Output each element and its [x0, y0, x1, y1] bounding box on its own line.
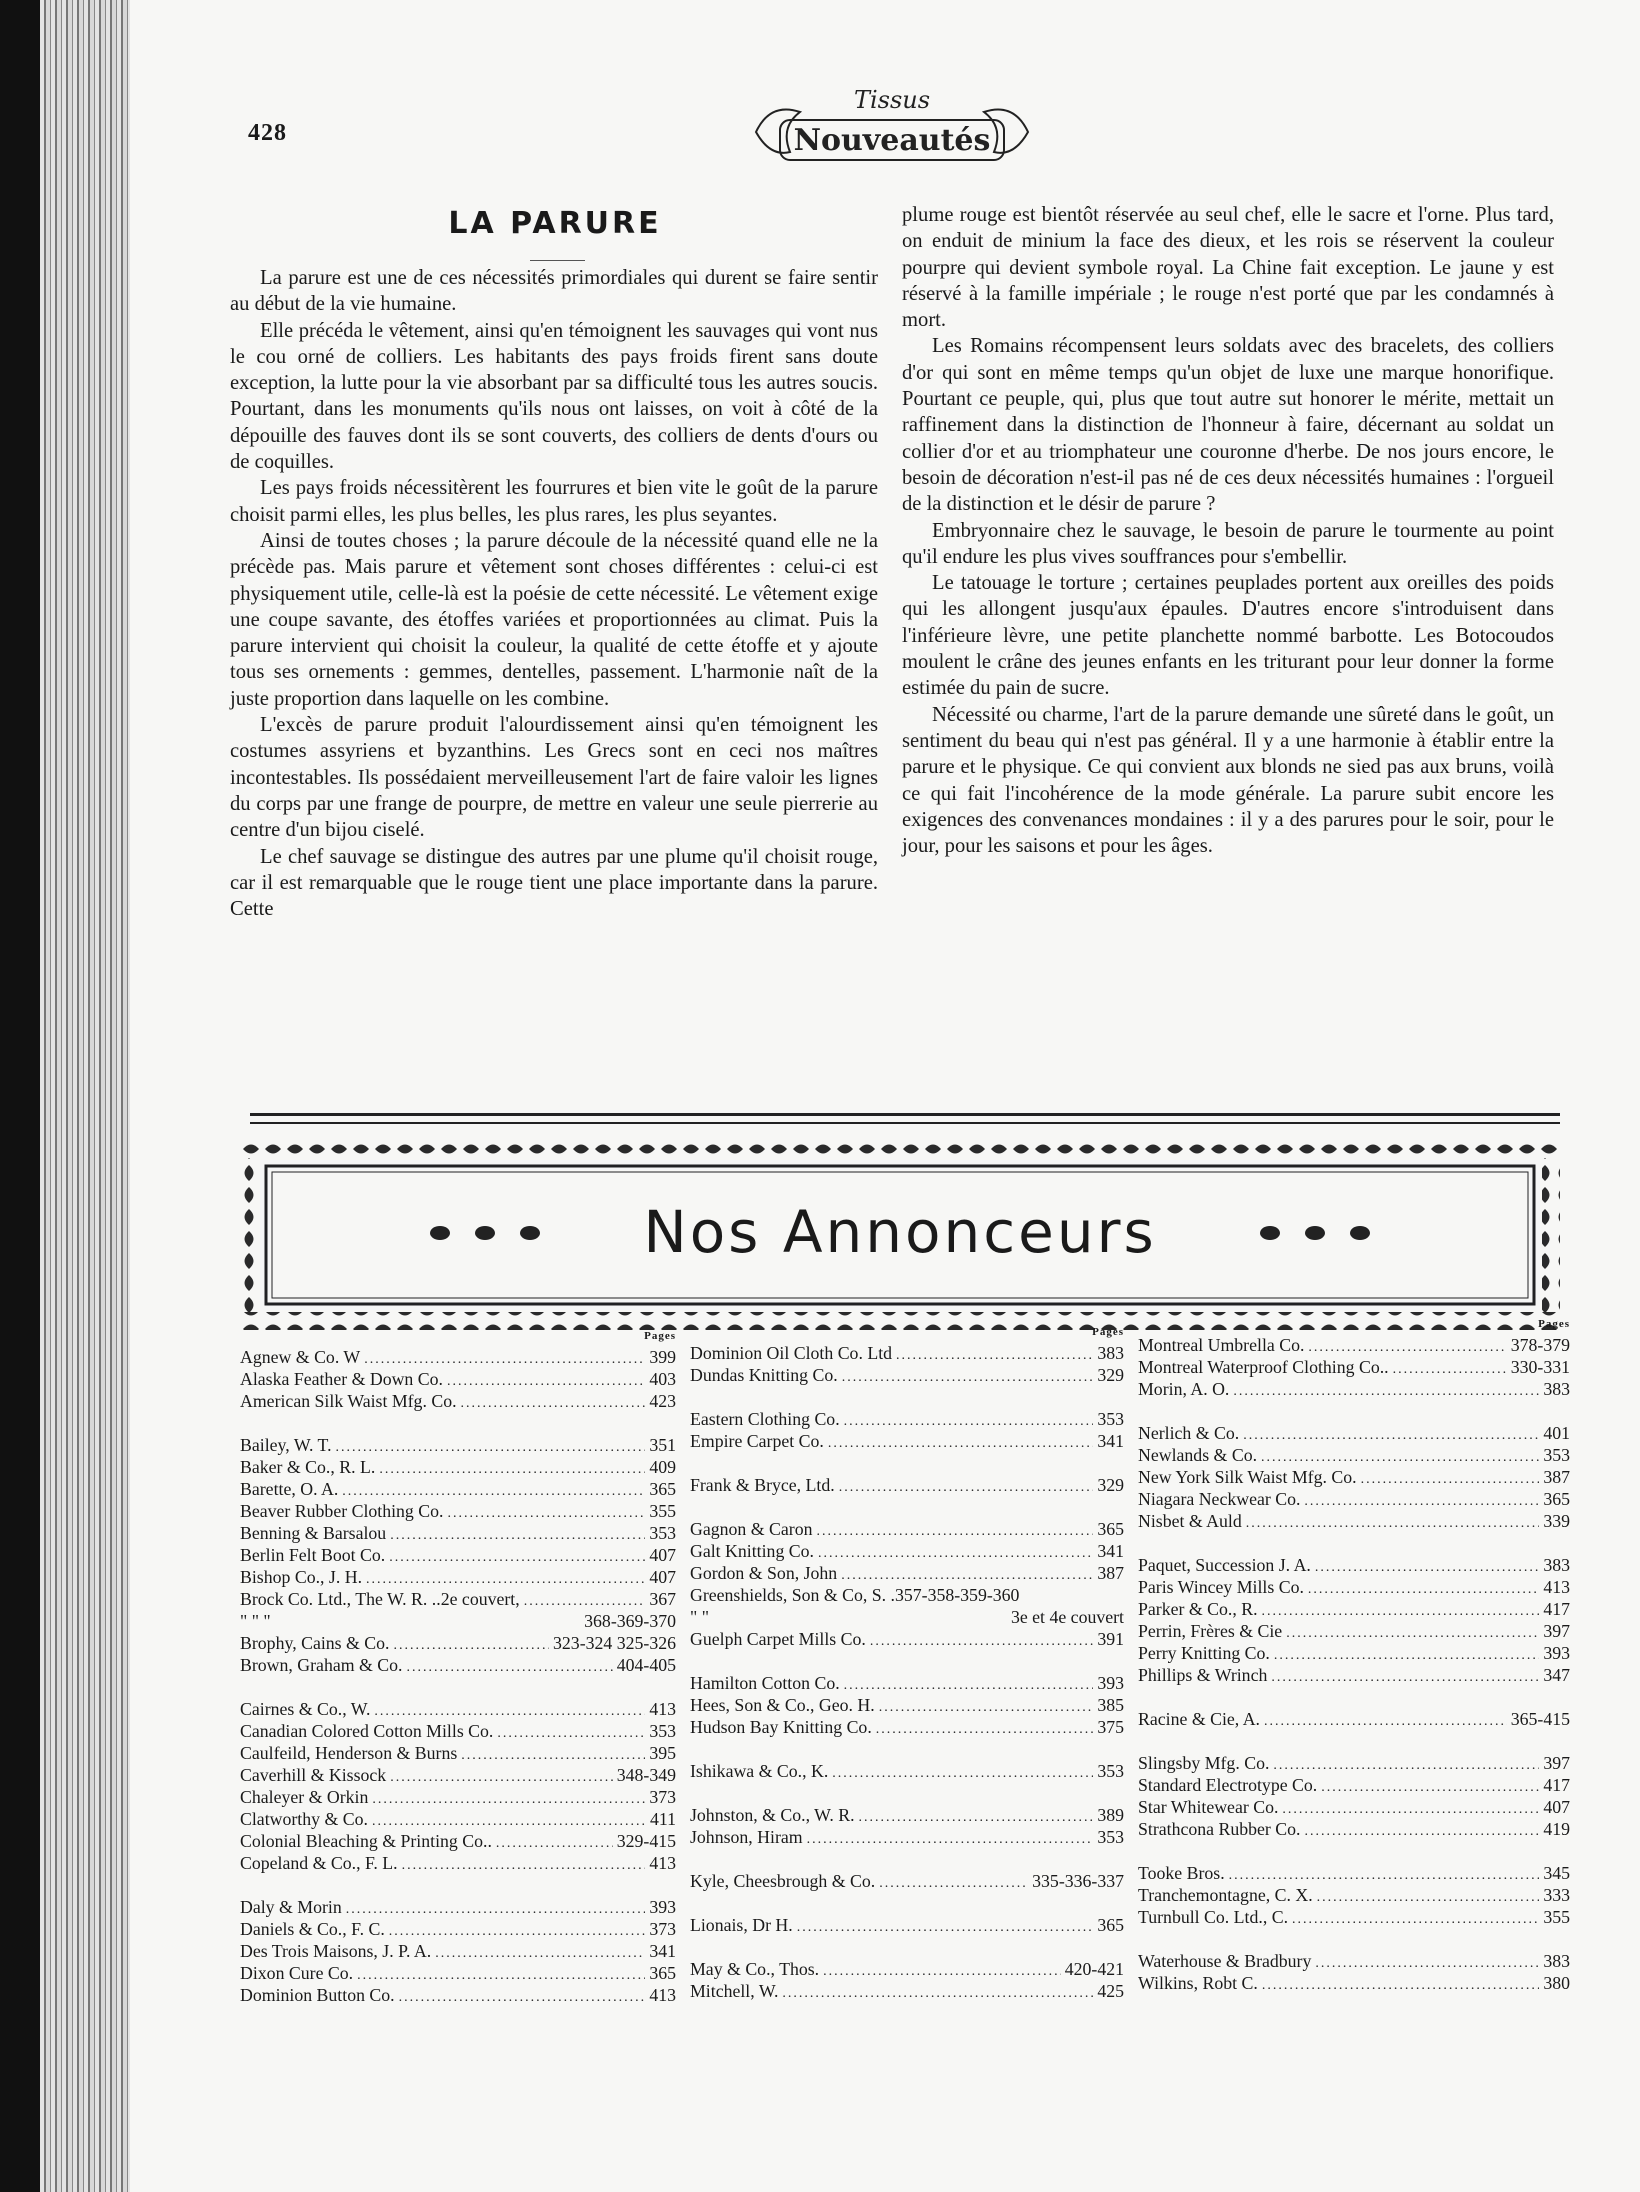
- advertiser-name: Johnston, & Co., W. R.: [690, 1805, 855, 1825]
- advertiser-page: 330-331: [1510, 1357, 1570, 1377]
- advertiser-entry: [690, 1694, 1124, 1716]
- advertiser-name: Niagara Neckwear Co.: [1138, 1489, 1301, 1509]
- advertiser-name: Tranchemontagne, C. X.: [1138, 1885, 1313, 1905]
- page-edges: [40, 0, 130, 2192]
- advertiser-page: 323-324 325-326: [553, 1633, 676, 1653]
- advertiser-name: Daniels & Co., F. C.: [240, 1919, 385, 1939]
- advertiser-page: 395: [649, 1743, 676, 1763]
- advertiser-page: 348-349: [616, 1765, 676, 1785]
- leader-dots: [828, 1430, 1094, 1455]
- advertiser-entry: [1138, 1774, 1570, 1796]
- advertiser-entry: [1138, 1950, 1570, 1972]
- advertiser-name: Slingsby Mfg. Co.: [1138, 1753, 1270, 1773]
- advertiser-name: Phillips & Wrinch: [1138, 1665, 1268, 1685]
- advertiser-name: Empire Carpet Co.: [690, 1431, 824, 1451]
- advertiser-name: Ishikawa & Co., K.: [690, 1761, 829, 1781]
- advertiser-name: American Silk Waist Mfg. Co.: [240, 1391, 457, 1411]
- advertiser-name: Greenshields, Son & Co, S. .357-358-359-360: [690, 1585, 1020, 1605]
- advertiser-entry: [1138, 1554, 1570, 1576]
- advertiser-page: 419: [1543, 1819, 1570, 1839]
- advertiser-entry: [240, 1764, 676, 1786]
- advertiser-page: 399: [649, 1347, 676, 1367]
- advertiser-page: 335-336-337: [1032, 1871, 1124, 1891]
- advertiser-name: Eastern Clothing Co.: [690, 1409, 840, 1429]
- advertiser-name: Paris Wincey Mills Co.: [1138, 1577, 1304, 1597]
- leader-dots: [461, 1390, 646, 1415]
- advertiser-entry: [1138, 1378, 1570, 1400]
- advertiser-entry: [240, 1786, 676, 1808]
- paragraph: Le tatouage le torture ; certaines peuplades portent aux oreilles des poids qui les allongent jusqu'aux épaules. D'autres encore s'introduisent dans l'inférieure lèvre, une petite planchette nommé barbotte. Les Botocoudos moulent le crâne des jeunes enfants en les triturant pour leur donner la forme estimée du pain de sucre.: [902, 572, 1554, 700]
- advertiser-name: Hees, Son & Co., Geo. H.: [690, 1695, 875, 1715]
- advertiser-entry: [240, 1918, 676, 1940]
- advertiser-entry: [240, 1456, 676, 1478]
- leader-dots: [1304, 1818, 1539, 1843]
- advertiser-page: 351: [649, 1435, 676, 1455]
- paragraph: Nécessité ou charme, l'art de la parure demande une sûreté dans le goût, un sentiment du beau qui n'est pas général. Il y a une harmonie à établir entre la parure et le physique. Ce qui convient aux blonds ne sied pas aux bruns, voilà ce qui fait l'incohérence de la mode générale. La parure subit encore les exigences des convenances mondaines : il y a des parures pour le soir, pour le jour, pour les saisons et pour les âges.: [902, 703, 1554, 858]
- advertiser-name: Standard Electrotype Co.: [1138, 1775, 1318, 1795]
- index-gap: [1138, 1532, 1570, 1554]
- advertiser-name: Morin, A. O.: [1138, 1379, 1230, 1399]
- leader-dots: [1246, 1510, 1540, 1535]
- advertiser-name: Parker & Co., R.: [1138, 1599, 1258, 1619]
- advertiser-entry: [240, 1654, 676, 1676]
- advertiser-page: 365: [1097, 1519, 1124, 1539]
- annonceurs-column-3: [1138, 1318, 1570, 1994]
- advertiser-entry: [690, 1672, 1124, 1694]
- advertiser-name: Dominion Button Co.: [240, 1985, 395, 2005]
- advertiser-entry: [240, 1346, 676, 1368]
- advertiser-page: 329-415: [616, 1831, 676, 1851]
- advertiser-name: Perrin, Frères & Cie: [1138, 1621, 1283, 1641]
- advertiser-entry: [690, 1474, 1124, 1496]
- advertiser-name: Dixon Cure Co.: [240, 1963, 354, 1983]
- index-gap: [1138, 1400, 1570, 1422]
- advertiser-name: Dundas Knitting Co.: [690, 1365, 838, 1385]
- advertiser-name: Tooke Bros.: [1138, 1863, 1225, 1883]
- advertiser-page: 3e et 4e couvert: [1010, 1607, 1124, 1627]
- advertiser-entry: [1138, 1576, 1570, 1598]
- advertiser-entry: [1138, 1818, 1570, 1840]
- advertiser-entry: [1138, 1334, 1570, 1356]
- paragraph: Embryonnaire chez le sauvage, le besoin de parure le tourmente au point qu'il endure les plus vives souffrances pour s'embellir.: [902, 519, 1554, 568]
- advertiser-entry: [1138, 1620, 1570, 1642]
- advertiser-page: 404-405: [616, 1655, 676, 1675]
- advertiser-name: " ": [690, 1607, 709, 1627]
- advertiser-name: Agnew & Co. W: [240, 1347, 361, 1367]
- book-spine-shadow: [0, 0, 40, 2192]
- advertiser-name: Gordon & Son, John: [690, 1563, 838, 1583]
- paragraph: Les Romains récompensent leurs soldats avec des bracelets, des colliers d'or qui sont en même temps qu'un objet de luxe une marque honorifique. Pourtant ce peuple, qui, plus que tout autre sut honorer le mérite, mettait un raffinement dans la distinction de l'honneur à faire, décernant au soldat un collier d'or et au triomphateur une couronne d'herbe. De nos jours encore, le besoin de décoration n'est-il pas né de ces deux nécessités humaines : l'orgueil de la distinction et le désir de parure ?: [902, 335, 1554, 516]
- advertiser-name: Star Whitewear Co.: [1138, 1797, 1279, 1817]
- advertiser-page: 347: [1543, 1665, 1570, 1685]
- advertiser-entry: [240, 1742, 676, 1764]
- advertiser-page: 393: [649, 1897, 676, 1917]
- advertiser-entry: [240, 1632, 676, 1654]
- advertiser-entry: [690, 1870, 1124, 1892]
- advertiser-entry: [1138, 1466, 1570, 1488]
- paragraph: Le chef sauvage se distingue des autres par une plume qu'il choisit rouge, car il est remarquable que le rouge tient une place importante dans la parure. Cette: [230, 845, 878, 921]
- advertiser-entry: [240, 1478, 676, 1500]
- advertiser-entry: [690, 1518, 1124, 1540]
- advertiser-page: 365: [649, 1963, 676, 1983]
- advertiser-page: 353: [649, 1523, 676, 1543]
- leader-dots: [1262, 1972, 1540, 1997]
- advertiser-entry: [690, 1958, 1124, 1980]
- advertiser-entry: [690, 1364, 1124, 1386]
- article-left-column: [230, 265, 878, 922]
- advertiser-entry: [1138, 1664, 1570, 1686]
- advertiser-page: 341: [1097, 1541, 1124, 1561]
- advertiser-name: Gagnon & Caron: [690, 1519, 813, 1539]
- advertiser-entry: [690, 1716, 1124, 1738]
- advertiser-name: Cairnes & Co., W.: [240, 1699, 371, 1719]
- pages-header: Pages: [1092, 1326, 1124, 1338]
- advertiser-entry: [240, 1610, 676, 1632]
- advertiser-page: 341: [1097, 1431, 1124, 1451]
- advertiser-entry: [690, 1914, 1124, 1936]
- advertiser-page: 355: [649, 1501, 676, 1521]
- advertiser-page: 333: [1543, 1885, 1570, 1905]
- advertiser-name: Copeland & Co., F. L.: [240, 1853, 398, 1873]
- advertiser-entry: [240, 1962, 676, 1984]
- leader-dots: [832, 1760, 1093, 1785]
- advertiser-page: 373: [649, 1787, 676, 1807]
- index-gap: [240, 1874, 676, 1896]
- advertiser-name: Caverhill & Kissock: [240, 1765, 387, 1785]
- advertiser-page: 413: [649, 1699, 676, 1719]
- advertiser-name: " " ": [240, 1611, 271, 1631]
- advertiser-page: 383: [1097, 1343, 1124, 1363]
- advertiser-name: Montreal Waterproof Clothing Co..: [1138, 1357, 1389, 1377]
- advertiser-page: 397: [1543, 1753, 1570, 1773]
- leader-dots: [842, 1364, 1094, 1389]
- advertiser-page: 355: [1543, 1907, 1570, 1927]
- advertiser-entry: [1138, 1752, 1570, 1774]
- advertiser-page: 329: [1097, 1475, 1124, 1495]
- advertiser-page: 368-369-370: [584, 1611, 676, 1631]
- advertiser-name: Brock Co. Ltd., The W. R. ..2e couvert,: [240, 1589, 520, 1609]
- advertiser-page: 380: [1543, 1973, 1570, 1993]
- paragraph: Elle précéda le vêtement, ainsi qu'en témoignent les sauvages qui vont nus le cou orné de colliers. Les habitants des pays froids firent sans doute exception, la lutte pour la vie absorbant par sa difficulté tous les autres soucis. Pourtant, dans les monuments qu'ils nous ont laisses, on voit à côté de la dépouille des fauves dont ils se sont couverts, des colliers de dents d'ours ou de coquilles.: [230, 319, 878, 474]
- advertiser-name: Waterhouse & Bradbury: [1138, 1951, 1312, 1971]
- advertiser-page: 353: [1097, 1761, 1124, 1781]
- index-gap: [690, 1892, 1124, 1914]
- advertiser-entry: [240, 1522, 676, 1544]
- advertiser-name: Barette, O. A.: [240, 1479, 339, 1499]
- advertiser-entry: [690, 1980, 1124, 2002]
- leader-dots: [839, 1474, 1094, 1499]
- advertiser-page: 409: [649, 1457, 676, 1477]
- advertiser-entry: [240, 1566, 676, 1588]
- advertiser-entry: [690, 1540, 1124, 1562]
- advertiser-name: Strathcona Rubber Co.: [1138, 1819, 1301, 1839]
- advertiser-page: 375: [1097, 1717, 1124, 1737]
- advertiser-name: Benning & Barsalou: [240, 1523, 387, 1543]
- masthead-line2: Nouveautés: [793, 123, 991, 158]
- advertiser-page: 420-421: [1064, 1959, 1124, 1979]
- advertiser-name: Beaver Rubber Clothing Co.: [240, 1501, 444, 1521]
- annonceurs-column-1: [240, 1330, 676, 2006]
- advertiser-entry: [690, 1562, 1124, 1584]
- article-right-column: [902, 202, 1554, 859]
- advertiser-entry: [1138, 1906, 1570, 1928]
- advertiser-name: Baker & Co., R. L.: [240, 1457, 376, 1477]
- advertiser-page: 407: [649, 1545, 676, 1565]
- advertiser-name: Turnbull Co. Ltd., C.: [1138, 1907, 1289, 1927]
- advertiser-entry: [690, 1804, 1124, 1826]
- advertiser-entry: [690, 1408, 1124, 1430]
- advertiser-entry: [1138, 1510, 1570, 1532]
- paragraph-continuation: plume rouge est bientôt réservée au seul chef, elle le sacre et l'orne. Plus tard, on enduit de minium la face des dieux, et les rois se réservent la couleur pourpre qui devient symbole royal. La Chine fait exception. Le jaune y est réservé à la famille impériale ; le rouge n'est porté que par les condamnés à mort.: [902, 204, 1554, 332]
- advertiser-name: Kyle, Cheesbrough & Co.: [690, 1871, 876, 1891]
- advertiser-entry: [1138, 1444, 1570, 1466]
- index-gap: [690, 1738, 1124, 1760]
- leader-dots: [876, 1716, 1094, 1741]
- advertiser-page: 403: [649, 1369, 676, 1389]
- advertiser-name: Des Trois Maisons, J. P. A.: [240, 1941, 432, 1961]
- advertiser-page: 413: [649, 1853, 676, 1873]
- advertiser-name: Hamilton Cotton Co.: [690, 1673, 840, 1693]
- advertiser-entry: [240, 1698, 676, 1720]
- advertiser-page: 417: [1543, 1775, 1570, 1795]
- advertiser-entry: [240, 1368, 676, 1390]
- index-gap: [1138, 1686, 1570, 1708]
- advertiser-page: 373: [649, 1919, 676, 1939]
- advertiser-entry: [240, 1500, 676, 1522]
- advertiser-name: Paquet, Succession J. A.: [1138, 1555, 1311, 1575]
- advertiser-page: 367: [649, 1589, 676, 1609]
- advertiser-page: 393: [1543, 1643, 1570, 1663]
- advertiser-page: 401: [1543, 1423, 1570, 1443]
- advertiser-name: Hudson Bay Knitting Co.: [690, 1717, 872, 1737]
- index-gap: [240, 1676, 676, 1698]
- advertiser-name: Racine & Cie, A.: [1138, 1709, 1260, 1729]
- advertiser-page: 383: [1543, 1951, 1570, 1971]
- advertiser-entry: [240, 1940, 676, 1962]
- advertiser-name: Caulfeild, Henderson & Burns: [240, 1743, 458, 1763]
- advertiser-name: Brown, Graham & Co.: [240, 1655, 403, 1675]
- advertiser-name: Canadian Colored Cotton Mills Co.: [240, 1721, 494, 1741]
- index-gap: [690, 1650, 1124, 1672]
- advertiser-entry: [690, 1342, 1124, 1364]
- pages-header: Pages: [1538, 1318, 1570, 1330]
- advertiser-page: 413: [1543, 1577, 1570, 1597]
- advertiser-entry: [1138, 1488, 1570, 1510]
- advertiser-entry: [1138, 1598, 1570, 1620]
- advertiser-entry: [1138, 1708, 1570, 1730]
- paragraph: La parure est une de ces nécessités primordiales qui durent se faire sentir au début de la vie humaine.: [230, 267, 878, 316]
- advertiser-entry: [1138, 1884, 1570, 1906]
- advertiser-name: Lionais, Dr H.: [690, 1915, 793, 1935]
- advertiser-name: Alaska Feather & Down Co.: [240, 1369, 443, 1389]
- index-gap: [1138, 1730, 1570, 1752]
- advertiser-page: 385: [1097, 1695, 1124, 1715]
- leader-dots: [1233, 1378, 1539, 1403]
- advertiser-entry: [1138, 1642, 1570, 1664]
- advertiser-page: 423: [649, 1391, 676, 1411]
- advertiser-entry: [240, 1896, 676, 1918]
- article-title: LA PARURE: [448, 206, 662, 241]
- advertiser-page: 365-415: [1510, 1709, 1570, 1729]
- advertiser-entry: [240, 1830, 676, 1852]
- leader-dots: [870, 1628, 1094, 1653]
- annonceurs-column-2: [690, 1326, 1124, 2002]
- advertiser-entry: [690, 1628, 1124, 1650]
- advertiser-entry: [240, 1390, 676, 1412]
- advertiser-page: 339: [1543, 1511, 1570, 1531]
- title-rule: [530, 260, 585, 261]
- leader-dots: [807, 1826, 1094, 1851]
- advertiser-page: 425: [1097, 1981, 1124, 2001]
- advertiser-entry: [240, 1852, 676, 1874]
- advertiser-name: Bailey, W. T.: [240, 1435, 332, 1455]
- advertiser-page: 417: [1543, 1599, 1570, 1619]
- advertiser-page: 407: [649, 1567, 676, 1587]
- advertiser-page: 383: [1543, 1555, 1570, 1575]
- annonceurs-title: Nos Annonceurs: [643, 1198, 1157, 1266]
- index-gap: [1138, 1840, 1570, 1862]
- pages-header: Pages: [644, 1330, 676, 1342]
- advertiser-page: 365: [649, 1479, 676, 1499]
- index-gap: [240, 1412, 676, 1434]
- advertiser-page: 389: [1097, 1805, 1124, 1825]
- section-divider: [250, 1113, 1560, 1124]
- advertiser-name: Frank & Bryce, Ltd.: [690, 1475, 835, 1495]
- advertiser-entry: [690, 1584, 1124, 1606]
- advertiser-name: Dominion Oil Cloth Co. Ltd: [690, 1343, 893, 1363]
- advertiser-page: 413: [649, 1985, 676, 2005]
- advertiser-page: 365: [1543, 1489, 1570, 1509]
- advertiser-entry: [690, 1760, 1124, 1782]
- advertiser-entry: [690, 1826, 1124, 1848]
- leader-dots: [1271, 1664, 1539, 1689]
- advertiser-entry: [1138, 1796, 1570, 1818]
- advertiser-page: 365: [1097, 1915, 1124, 1935]
- advertiser-name: Clatworthy & Co.: [240, 1809, 368, 1829]
- paragraph: L'excès de parure produit l'alourdissement ainsi qu'en témoignent les costumes assyriens et byzanthins. Les Grecs sont en ceci nos maîtres incontestables. Ils possédaient merveilleusement l'art de faire valoir les lignes du corps par une frange de pourpre, de mettre en valeur une seule pierrerie au centre d'un bijou ciselé.: [230, 714, 878, 842]
- advertiser-page: 353: [1097, 1409, 1124, 1429]
- advertiser-entry: [240, 1434, 676, 1456]
- advertiser-page: 345: [1543, 1863, 1570, 1883]
- advertiser-name: Newlands & Co.: [1138, 1445, 1258, 1465]
- leader-dots: [1264, 1708, 1507, 1733]
- page-number: 428: [248, 120, 287, 146]
- advertiser-entry: [1138, 1972, 1570, 1994]
- advertiser-page: 397: [1543, 1621, 1570, 1641]
- advertiser-page: 329: [1097, 1365, 1124, 1385]
- advertiser-entry: [240, 1808, 676, 1830]
- leader-dots: [879, 1870, 1028, 1895]
- advertiser-entry: [1138, 1862, 1570, 1884]
- advertiser-entry: [1138, 1422, 1570, 1444]
- paragraph: Les pays froids nécessitèrent les fourrures et bien vite le goût de la parure choisit parmi elles, les plus belles, les plus rares, les plus seyantes.: [230, 477, 878, 526]
- advertiser-name: Wilkins, Robt C.: [1138, 1973, 1258, 1993]
- index-gap: [1138, 1928, 1570, 1950]
- advertiser-page: 391: [1097, 1629, 1124, 1649]
- index-gap: [690, 1386, 1124, 1408]
- leader-dots: [406, 1654, 612, 1679]
- advertiser-entry: [690, 1606, 1124, 1628]
- advertiser-page: 353: [649, 1721, 676, 1741]
- advertiser-name: Guelph Carpet Mills Co.: [690, 1629, 866, 1649]
- advertiser-entry: [240, 1588, 676, 1610]
- advertiser-page: 341: [649, 1941, 676, 1961]
- leader-dots: [782, 1980, 1093, 2005]
- advertiser-page: 383: [1543, 1379, 1570, 1399]
- advertiser-name: Colonial Bleaching & Printing Co..: [240, 1831, 492, 1851]
- leader-dots: [797, 1914, 1094, 1939]
- advertiser-name: Perry Knitting Co.: [1138, 1643, 1270, 1663]
- index-gap: [690, 1936, 1124, 1958]
- advertiser-name: May & Co., Thos.: [690, 1959, 820, 1979]
- leader-dots: [402, 1852, 646, 1877]
- advertiser-entry: [240, 1544, 676, 1566]
- advertiser-page: 387: [1097, 1563, 1124, 1583]
- index-gap: [690, 1452, 1124, 1474]
- advertiser-name: Bishop Co., J. H.: [240, 1567, 363, 1587]
- advertiser-page: 378-379: [1510, 1335, 1570, 1355]
- index-gap: [690, 1782, 1124, 1804]
- paragraph: Ainsi de toutes choses ; la parure découle de la nécessité quand elle ne la précède pas. Mais parure et vêtement sont choses différentes : celui-ci est physiquement utile, celle-là est la poésie de cette nécessité. Le vêtement exige une coupe savante, des étoffes variées et proportionnées au climat. Puis la parure intervient qui choisit la couleur, la qualité de cette étoffe et y ajoute tous ses ornements : gemmes, dentelles, passement. L'harmonie naît de la juste proportion dans laquelle on les combine.: [230, 529, 878, 710]
- advertiser-name: Brophy, Cains & Co.: [240, 1633, 390, 1653]
- advertiser-name: Galt Knitting Co.: [690, 1541, 814, 1561]
- advertiser-entry: [1138, 1356, 1570, 1378]
- advertiser-name: Johnson, Hiram: [690, 1827, 803, 1847]
- advertiser-entry: [240, 1984, 676, 2006]
- advertiser-name: Nisbet & Auld: [1138, 1511, 1242, 1531]
- leader-dots: [1292, 1906, 1539, 1931]
- masthead-logo: [750, 72, 1034, 172]
- advertiser-name: New York Silk Waist Mfg. Co.: [1138, 1467, 1357, 1487]
- masthead-line1: Tissus: [853, 86, 931, 114]
- advertiser-entry: [690, 1430, 1124, 1452]
- leader-dots: [399, 1984, 646, 2009]
- advertiser-page: 393: [1097, 1673, 1124, 1693]
- advertiser-entry: [240, 1720, 676, 1742]
- index-gap: [690, 1848, 1124, 1870]
- advertiser-page: 353: [1543, 1445, 1570, 1465]
- advertiser-page: 411: [649, 1809, 676, 1829]
- advertiser-name: Nerlich & Co.: [1138, 1423, 1240, 1443]
- advertiser-name: Mitchell, W.: [690, 1981, 779, 2001]
- advertiser-name: Montreal Umbrella Co.: [1138, 1335, 1305, 1355]
- advertiser-page: 353: [1097, 1827, 1124, 1847]
- advertiser-name: Chaleyer & Orkin: [240, 1787, 369, 1807]
- advertiser-page: 407: [1543, 1797, 1570, 1817]
- index-gap: [690, 1496, 1124, 1518]
- advertiser-page: 387: [1543, 1467, 1570, 1487]
- advertiser-name: Daly & Morin: [240, 1897, 342, 1917]
- advertiser-name: Berlin Felt Boot Co.: [240, 1545, 386, 1565]
